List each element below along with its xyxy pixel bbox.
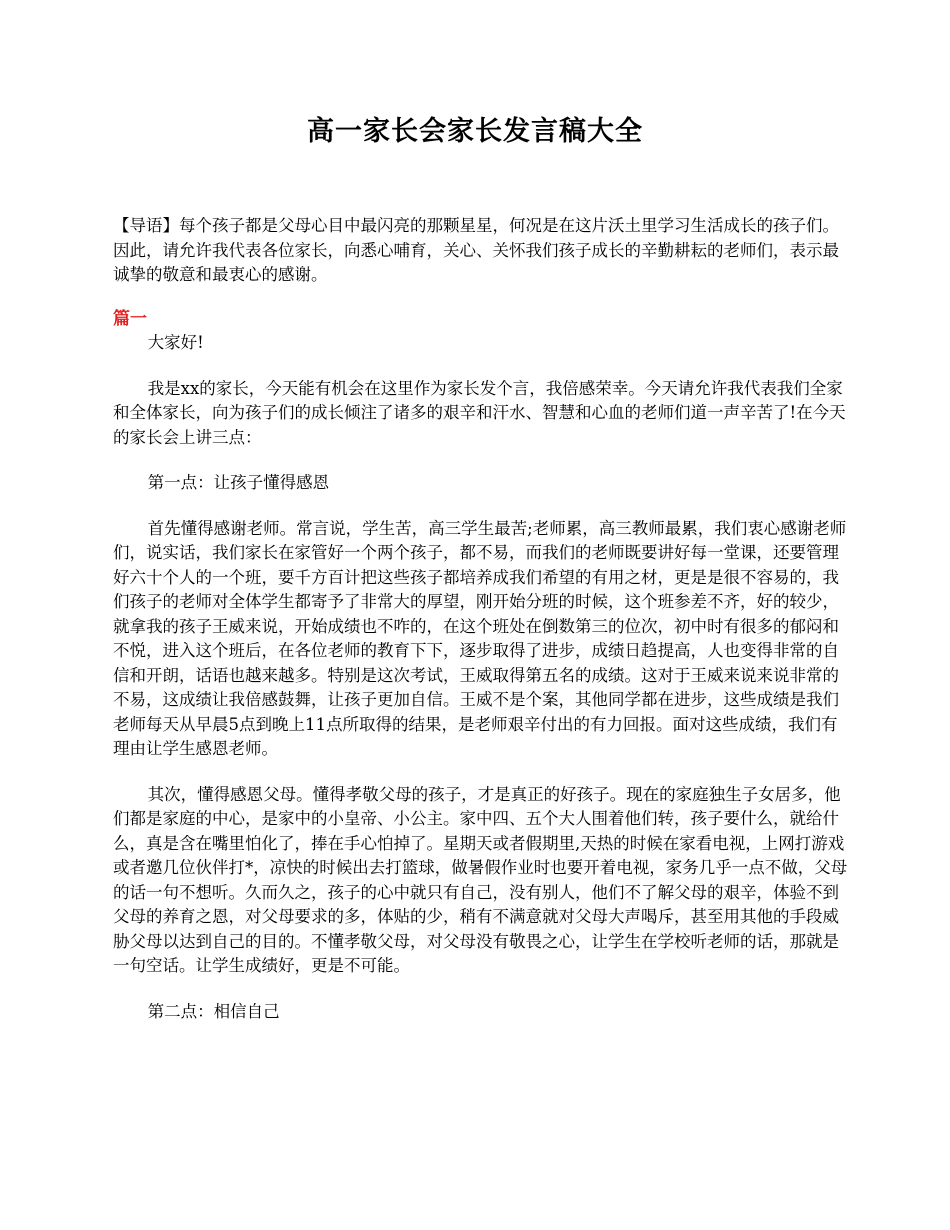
body-paragraph: 我是xx的家长，今天能有机会在这里作为家长发个言，我倍感荣幸。今天请允许我代表我们全家和全体家长，向为孩子们的成长倾注了诸多的艰辛和汗水、智慧和心血的老师们道一声辛苦了!在今天的家长会上讲三点： <box>113 378 846 447</box>
body-paragraph: 首先懂得感谢老师。常言说，学生苦，高三学生最苦;老师累，高三教师最累，我们衷心感谢老师们，说实话，我们家长在家管好一个两个孩子，都不易，而我们的老师既要讲好每一堂课，还要管理好六十个人的一个班，要千方百计把这些孩子都培养成我们希望的有用之材，更是是很不容易的，我们孩子的老师对全体学生都寄予了非常大的厚望，刚开始分班的时候，这个班参差不齐，好的较少，就拿我的孩子王威来说，开始成绩也不咋的，在这个班处在倒数第三的位次，初中时有很多的郁闷和不悦，进入这个班后，在各位老师的教育下下，逐步取得了进步，成绩日趋提高，人也变得非常的自信和开朗，话语也越来越多。特别是这次考试，王威取得第五名的成绩。这对于王威来说来说非常的不易，这成绩让我倍感鼓舞，让孩子更加自信。王威不是个案，其他同学都在进步，这些成绩是我们老师每天从早晨5点到晚上11点所取得的结果，是老师艰辛付出的有力回报。面对这些成绩，我们有理由让学生感恩老师。 <box>113 518 847 758</box>
point-heading: 第二点：相信自己 <box>147 1001 280 1021</box>
intro-paragraph: 【导语】每个孩子都是父母心目中最闪亮的那颗星星，何况是在这片沃土里学习生活成长的孩子们。因此，请允许我代表各位家长，向悉心哺育，关心、关怀我们孩子成长的辛勤耕耘的老师们，表示最诚挚的敬意和最衷心的感谢。 <box>113 216 839 284</box>
point-heading: 第一点：让孩子懂得感恩 <box>147 473 330 492</box>
section-heading: 篇一 <box>113 309 147 329</box>
greeting-paragraph: 大家好! <box>147 333 204 352</box>
document-body <box>113 331 848 1045</box>
document-title: 高一家长会家长发言稿大全 <box>307 116 643 147</box>
body-paragraph: 其次，懂得感恩父母。懂得孝敬父母的孩子，才是真正的好孩子。现在的家庭独生子女居多，他们都是家庭的中心，是家中的小皇帝、小公主。家中四、五个大人围着他们转，孩子要什么，就给什么，真是含在嘴里怕化了，捧在手心怕掉了。星期天或者假期里,天热的时候在家看电视，上网打游戏或者邀几位伙伴打*，凉快的时候出去打篮球，做暑假作业时也要开着电视，家务几乎一点不做，父母的话一句不想听。久而久之，孩子的心中就只有自己，没有别人，他们不了解父母的艰辛，体验不到父母的养育之恩，对父母要求的多，体贴的少，稍有不满意就对父母大声喝斥，甚至用其他的手段威胁父母以达到自己的目的。不懂孝敬父母，对父母没有敬畏之心，让学生在学校听老师的话，那就是一句空话。让学生成绩好，更是不可能。 <box>113 784 848 975</box>
